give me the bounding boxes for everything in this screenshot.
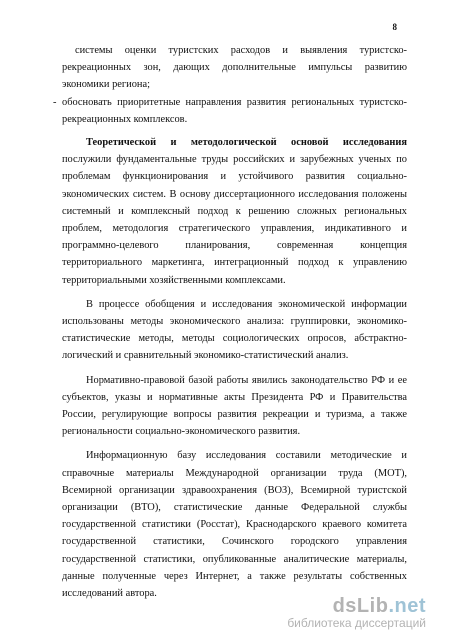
bullet-item (53, 94, 407, 128)
bullet-item (62, 42, 407, 94)
paragraph-methodology (62, 134, 407, 289)
watermark-subtitle: библиотека диссертаций (287, 616, 426, 630)
bullet-marker: - (53, 96, 57, 108)
page-number: 8 (392, 22, 397, 32)
watermark (287, 595, 426, 630)
bullet-text: обосновать приоритетные направления развития региональных туристско-рекреационных комплексов. (62, 96, 407, 125)
bullet-text: системы оценки туристских расходов и выявления туристско-рекреационных зон, дающих дополнительные импульсы развитию экономики региона; (62, 45, 407, 91)
paragraph-information-base: Информационную базу исследования составили методические и справочные материалы Международной организации труда (МОТ), Всемирной организации здравоохранения (ВОЗ), Всемирной туристской организации (ВТО), статистические данные Федеральной службы государственной статистики (Росстат), Краснодарского краевого комитета государственной статистики, Сочинского городского управления государственной статистики, опубликованные аналитические материалы, данные полученные через Интернет, а также результаты собственных исследований автора. (62, 450, 407, 600)
watermark-logo: dsLib.net (332, 595, 426, 617)
document-body (53, 42, 407, 602)
paragraph-lead-bold: Теоретической и методологической основой исследования (86, 137, 407, 149)
paragraph-text: послужили фундаментальные труды российских и зарубежных ученых по проблемам функционирования и устойчивого развития социально-экономических систем. В основу диссертационного исследования положены системный и комплексный подход к решению сложных региональных проблем, методология стратегического управления, индикативного и программно-целевого планирования, современная концепция территориального маркетинга, интеграционный подход к управлению территориальными хозяйственными комплексами. (62, 154, 407, 286)
paragraph-methods: В процессе обобщения и исследования экономической информации использованы методы экономического анализа: группировки, экономико-статистические методы, методы социологических опросов, абстрактно-логический и сравнительный экономико-статистический анализ. (62, 298, 407, 362)
paragraph-legal-base: Нормативно-правовой базой работы явились законодательство РФ и ее субъектов, указы и нормативные акты Президента РФ и Правительства России, регулирующие вопросы развития рекреации и туризма, а также региональности социально-экономического развития. (62, 374, 407, 438)
